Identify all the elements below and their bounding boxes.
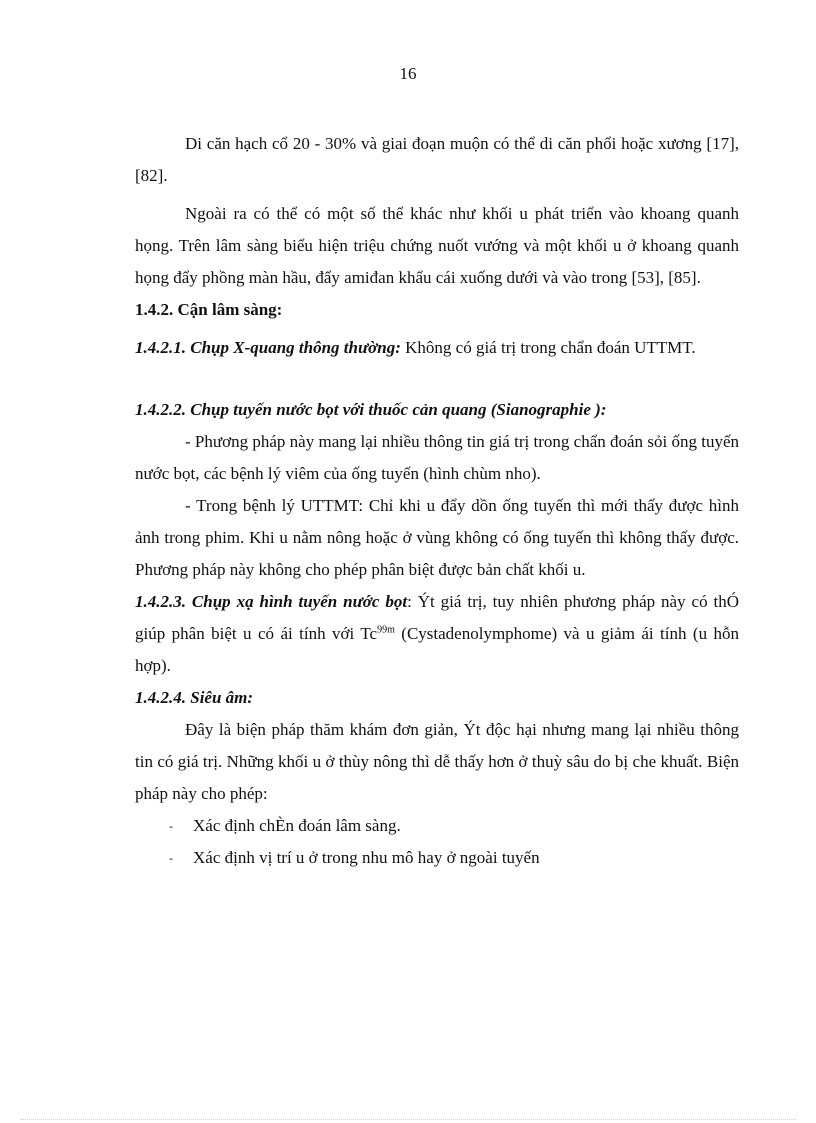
subsection-title: 1.4.2.4. Siêu âm: [135,688,254,707]
page-number: 16 [399,64,417,83]
subsection-title: 1.4.2.1. Chụp X-quang thông thường: [135,338,401,357]
list-item [135,842,739,874]
subsection-text: Không có giá trị trong chẩn đoán UTTMT. [400,338,696,357]
subsection-1-4-2-1 [135,332,739,364]
section-heading-1-4-2: 1.4.2. Cận lâm sàng: [135,300,283,319]
bullet-dash-icon: - [169,819,173,833]
list-item-sialography-2: - Trong bệnh lý UTTMT: Chỉ khi u đẩy dồn ống tuyến thì mới thấy được hình ảnh trong phim. Khi u nằm nông hoặc ở vùng không có ống tuyến thì không thấy được. Phương pháp này không cho phép phân biệt được bản chất khối u. [135,496,739,579]
document-body [135,128,739,874]
subsection-text: : Ýt giá trị, tuy nhiên phương pháp này có thÓ giúp phân biệt u có ái tính với Tc [135,592,739,643]
list-item-sialography-1: - Phương pháp này mang lại nhiều thông tin giá trị trong chẩn đoán sỏi ống tuyến nước bọt, các bệnh lý viêm của ống tuyến (hình chùm nho). [135,432,739,483]
subsection-text-after: (Cystadenolymphome) và u giảm ái tính (u hỗn hợp). [135,624,740,675]
list-item-text: Xác định vị trí u ở trong nhu mô hay ở ngoài tuyến [193,848,540,867]
subsection-1-4-2-3 [135,586,739,682]
paragraph-metastasis: Di căn hạch cổ 20 - 30% và giai đoạn muộn có thể di căn phổi hoặc xương [17], [82]. [135,134,739,185]
list-item [135,810,739,842]
superscript-99m: 99m [377,624,395,636]
subsection-1-4-2-4 [135,682,739,714]
page-border-line [20,1119,796,1120]
paragraph-ultrasound: Đây là biện pháp thăm khám đơn giản, Ýt độc hại nhưng mang lại nhiều thông tin có giá trị. Những khối u ở thùy nông thì dễ thấy hơn ở thuỳ sâu do bị che khuất. Biện pháp này cho phép: [135,720,739,803]
paragraph-other-forms: Ngoài ra có thể có một số thể khác như khối u phát triển vào khoang quanh họng. Trên lâm sàng biểu hiện triệu chứng nuốt vướng và một khối u ở khoang quanh họng đẩy phồng màn hầu, đẩy amiđan khẩu cái xuống dưới và vào trong [53], [85]. [135,204,739,287]
bullet-dash-icon: - [169,851,173,865]
list-item-text: Xác định chÈn đoán lâm sàng. [193,816,401,835]
subsection-title: 1.4.2.3. Chụp xạ hình tuyến nước bọt [135,592,408,611]
subsection-title: 1.4.2.2. Chụp tuyến nước bọt với thuốc cản quang (Sianographie ): [135,400,607,419]
subsection-1-4-2-2 [135,394,739,426]
